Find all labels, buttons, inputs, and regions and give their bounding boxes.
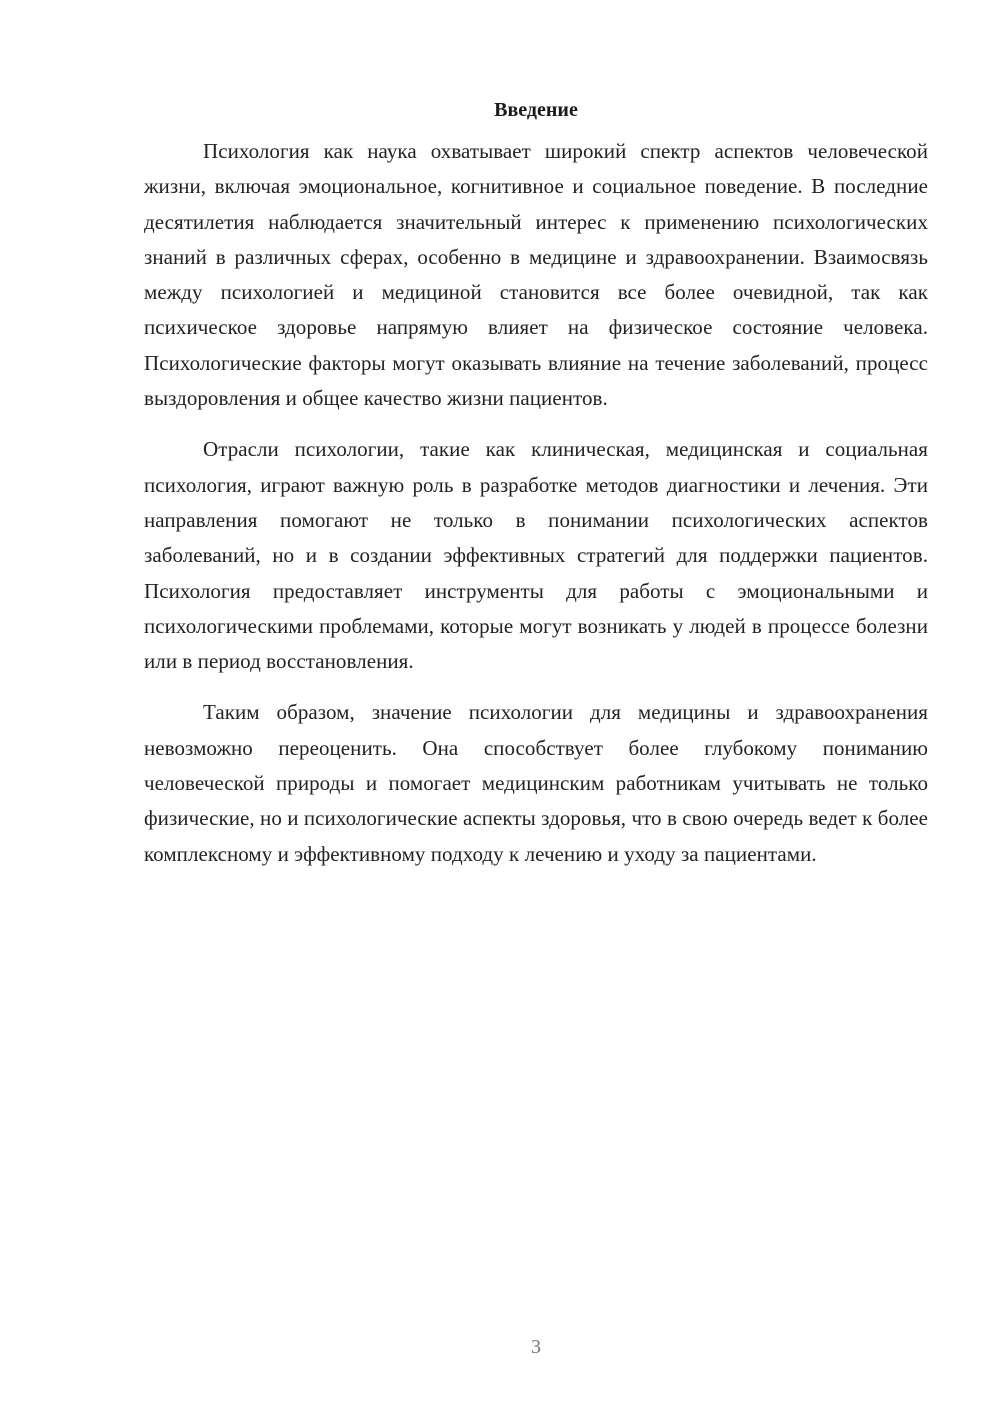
section-heading: Введение [494, 99, 578, 121]
page-content [144, 96, 928, 888]
paragraph-2: Отрасли психологии, такие как клиническая, медицинская и социальная психология, играют важную роль в разработке методов диагностики и лечения. Эти направления помогают не только в понимании психологических аспектов заболеваний, но и в создании эффективных стратегий для поддержки пациентов. Психология предоставляет инструменты для работы с эмоциональными и психологическими проблемами, которые могут возникать у людей в процессе болезни или в период восстановления. [144, 437, 928, 674]
paragraph-3: Таким образом, значение психологии для медицины и здравоохранения невозможно переоценить. Она способствует более глубокому пониманию человеческой природы и помогает медицинским работникам учитывать не только физические, но и психологические аспекты здоровья, что в свою очередь ведет к более комплексному и эффективному подходу к лечению и уходу за пациентами. [144, 700, 928, 866]
paragraph-1: Психология как наука охватывает широкий спектр аспектов человеческой жизни, включая эмоциональное, когнитивное и социальное поведение. В последние десятилетия наблюдается значительный интерес к применению психологических знаний в различных сферах, особенно в медицине и здравоохранении. Взаимосвязь между психологией и медициной становится все более очевидной, так как психическое здоровье напрямую влияет на физическое состояние человека. Психологические факторы могут оказывать влияние на течение заболеваний, процесс выздоровления и общее качество жизни пациентов. [144, 139, 928, 411]
page-number: 3 [531, 1336, 541, 1358]
